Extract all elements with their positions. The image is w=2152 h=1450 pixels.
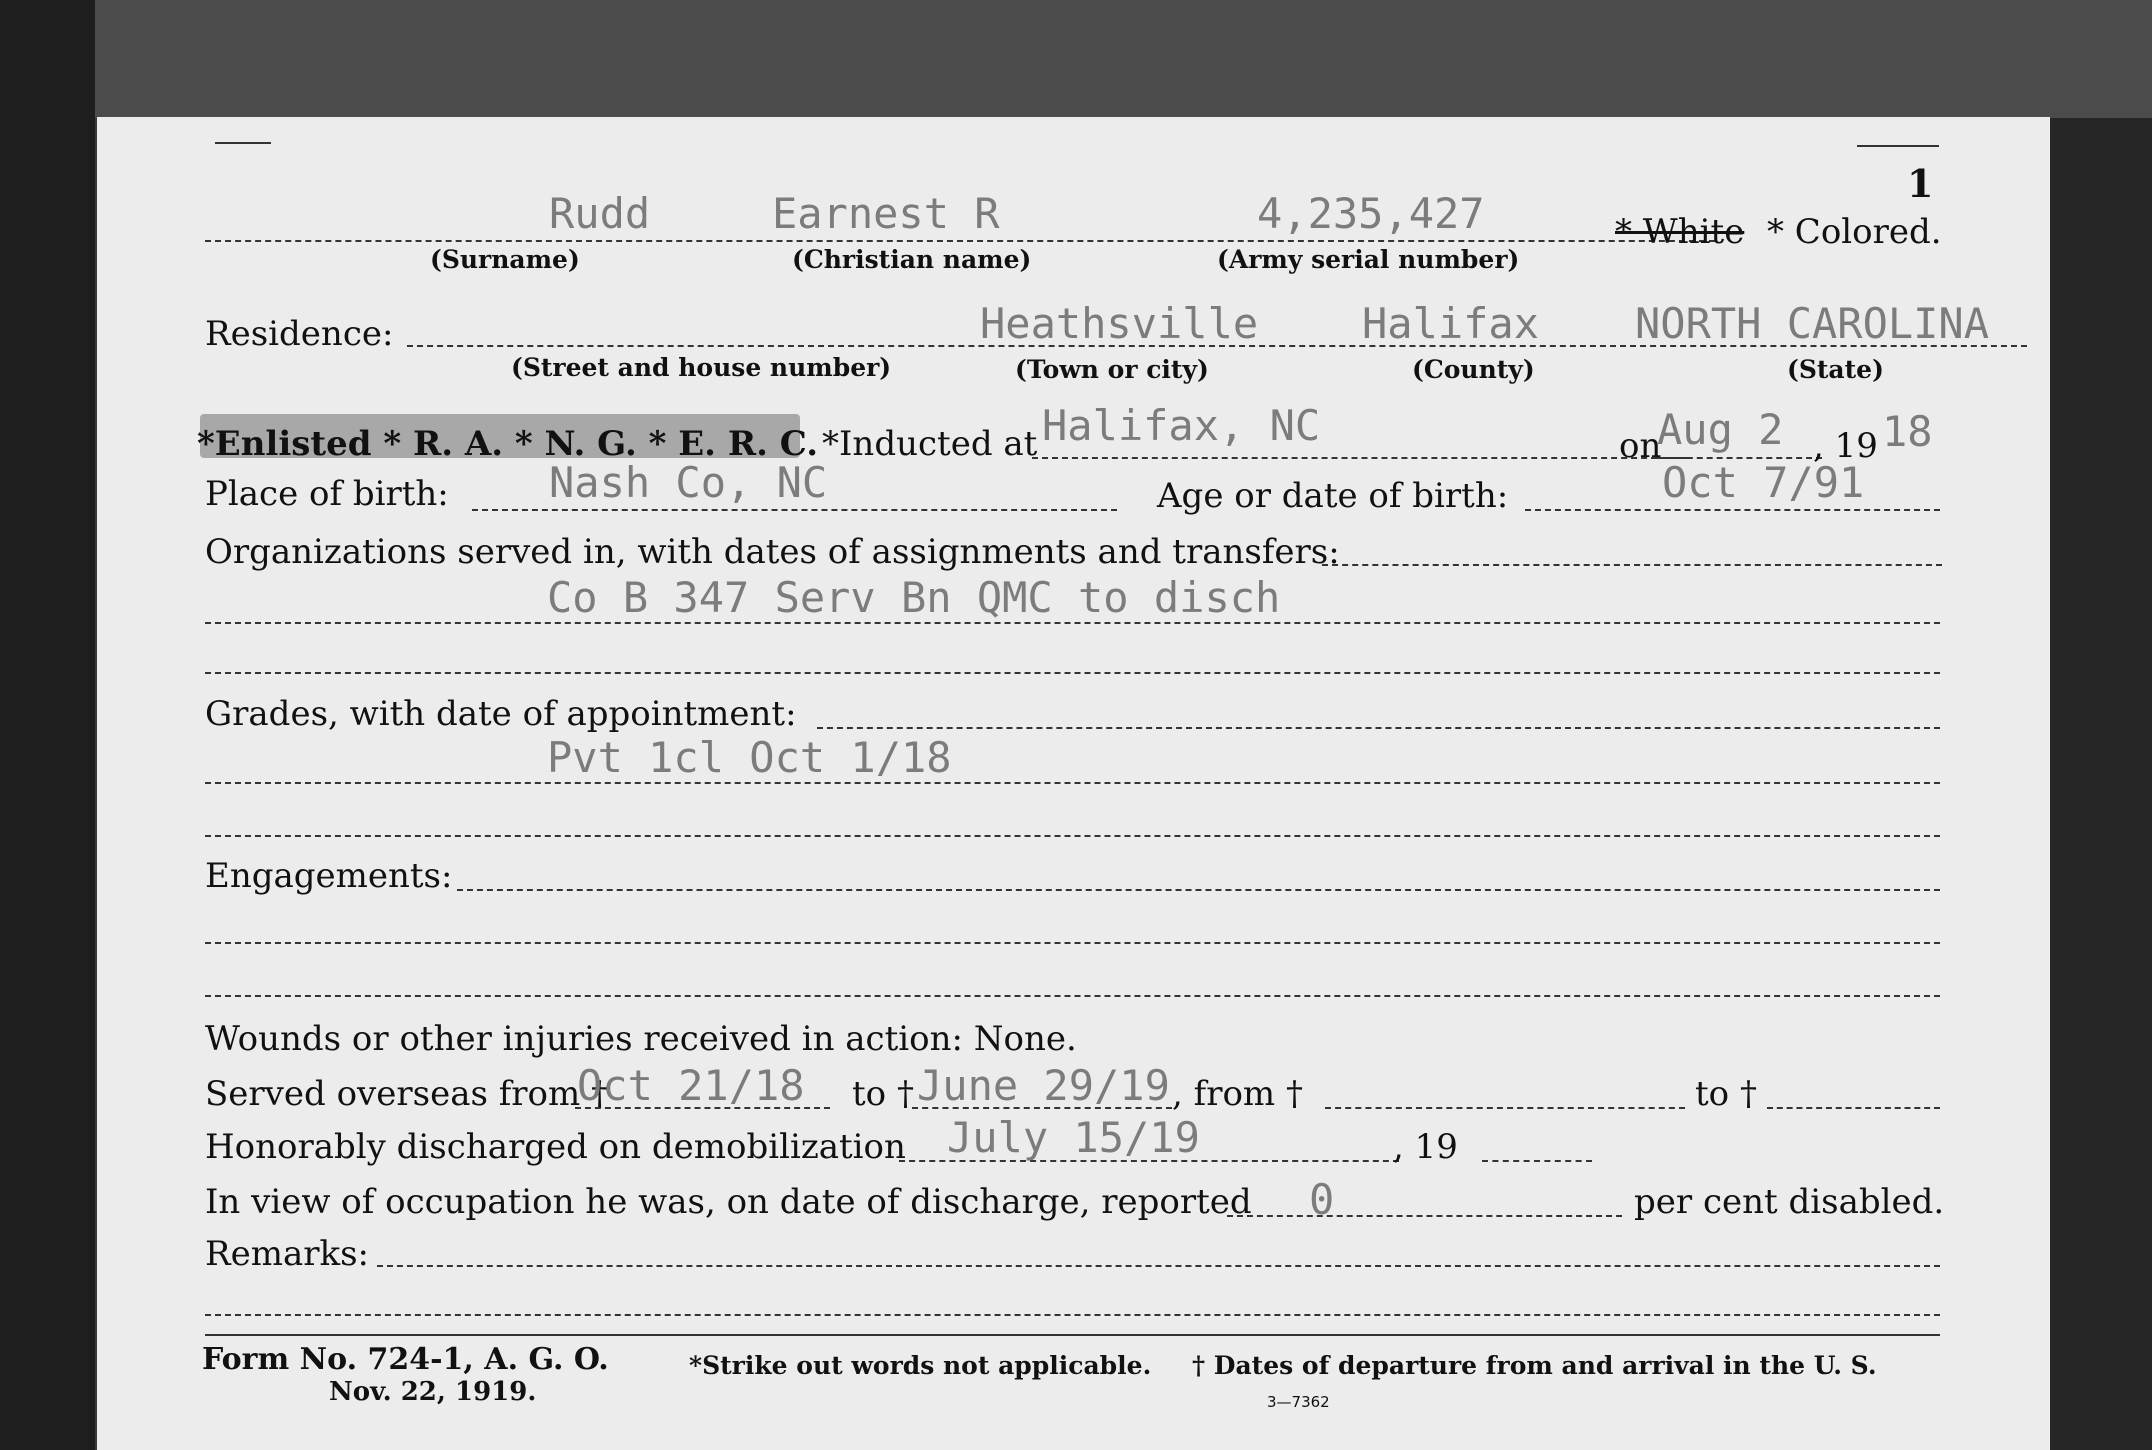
organizations-value: Co B 347 Serv Bn QMC to disch — [547, 573, 1281, 622]
dark-border-top — [95, 0, 2152, 118]
overseas-to2-label: to † — [1695, 1074, 1757, 1114]
place-of-birth-label: Place of birth: — [205, 474, 449, 514]
organizations-line-2 — [205, 622, 1940, 624]
service-record-card — [97, 117, 2050, 1450]
form-number: Form No. 724-1, A. G. O. — [202, 1342, 609, 1377]
engagements-line-3 — [205, 995, 1940, 997]
footer-rule — [205, 1334, 1940, 1336]
induction-date-value: Aug 2 — [1657, 405, 1784, 454]
overseas-from-line — [575, 1107, 830, 1109]
on-label: on — [1619, 426, 1662, 466]
top-rule-right — [1857, 145, 1939, 147]
inducted-label: *Inducted at — [822, 424, 1038, 464]
place-of-birth-line — [472, 509, 1117, 511]
place-of-birth-value: Nash Co, NC — [549, 458, 828, 507]
street-caption: (Street and house number) — [511, 353, 892, 382]
disability-value: 0 — [1309, 1175, 1335, 1224]
state-value: NORTH CAROLINA — [1635, 299, 1990, 348]
top-rule-left — [215, 142, 271, 144]
town-caption: (Town or city) — [1015, 355, 1209, 384]
card-number: 1 — [1907, 161, 1934, 206]
induction-year-value: 18 — [1882, 407, 1933, 456]
enlisted-options: *Enlisted * R. A. * N. G. * E. R. C. — [197, 424, 819, 464]
remarks-line-1 — [377, 1265, 1940, 1267]
print-code: 3—7362 — [1267, 1393, 1330, 1411]
discharge-line — [899, 1160, 1399, 1162]
discharge-year-label: , 19 — [1393, 1127, 1458, 1167]
county-caption: (County) — [1412, 355, 1535, 384]
serial-number-caption: (Army serial number) — [1217, 245, 1520, 274]
organizations-line-3 — [205, 672, 1940, 674]
date-of-birth-value: Oct 7/91 — [1662, 458, 1865, 507]
discharge-year-line — [1482, 1160, 1592, 1162]
name-line — [205, 240, 1715, 242]
engagements-line-1 — [457, 889, 1940, 891]
serial-number-value: 4,235,427 — [1257, 189, 1485, 238]
overseas-to-value: June 29/19 — [917, 1061, 1170, 1110]
grades-line-2 — [205, 782, 1940, 784]
white-option: * White — [1615, 212, 1745, 252]
disability-line — [1227, 1215, 1622, 1217]
overseas-from2-line — [1325, 1107, 1685, 1109]
grades-line-3 — [205, 835, 1940, 837]
strike-out-note: *Strike out words not applicable. — [689, 1351, 1152, 1380]
discharge-date-value: July 15/19 — [947, 1113, 1200, 1162]
inducted-line — [1032, 457, 1687, 459]
grades-line-1 — [817, 727, 1940, 729]
organizations-line-1 — [1322, 564, 1942, 566]
dark-border-left — [0, 0, 95, 1450]
overseas-to2-line — [1767, 1107, 1940, 1109]
date-of-birth-line — [1525, 509, 1940, 511]
county-value: Halifax — [1362, 299, 1540, 348]
form-date: Nov. 22, 1919. — [329, 1377, 537, 1407]
per-cent-disabled-label: per cent disabled. — [1634, 1182, 1945, 1222]
dark-border-right — [2050, 118, 2152, 1450]
christian-name-caption: (Christian name) — [792, 245, 1032, 274]
town-value: Heathsville — [980, 299, 1259, 348]
year-prefix: , 19 — [1813, 426, 1878, 466]
organizations-label: Organizations served in, with dates of assignments and transfers: — [205, 532, 1340, 572]
overseas-from2-label: , from † — [1172, 1074, 1303, 1114]
age-label: Age or date of birth: — [1157, 476, 1509, 516]
residence-label: Residence: — [205, 314, 394, 354]
remarks-line-2 — [205, 1314, 1940, 1316]
colored-option: * Colored. — [1767, 212, 1942, 252]
wounds-text: Wounds or other injuries received in action: None. — [205, 1019, 1077, 1059]
served-overseas-label: Served overseas from † — [205, 1074, 609, 1114]
grades-label: Grades, with date of appointment: — [205, 694, 797, 734]
overseas-to-line — [912, 1107, 1172, 1109]
engagements-line-2 — [205, 942, 1940, 944]
state-caption: (State) — [1787, 355, 1884, 384]
overseas-to-label: to † — [852, 1074, 914, 1114]
grades-value: Pvt 1cl Oct 1/18 — [547, 733, 952, 782]
remarks-label: Remarks: — [205, 1234, 369, 1274]
disability-label: In view of occupation he was, on date of discharge, reported — [205, 1182, 1252, 1222]
overseas-from-value: Oct 21/18 — [577, 1061, 805, 1110]
engagements-label: Engagements: — [205, 856, 453, 896]
surname-caption: (Surname) — [430, 245, 580, 274]
christian-name-value: Earnest R — [772, 189, 1000, 238]
dates-note: † Dates of departure from and arrival in the U. S. — [1192, 1351, 1877, 1380]
inducted-place-value: Halifax, NC — [1042, 401, 1321, 450]
discharge-label: Honorably discharged on demobilization — [205, 1127, 906, 1167]
surname-value: Rudd — [549, 189, 651, 238]
